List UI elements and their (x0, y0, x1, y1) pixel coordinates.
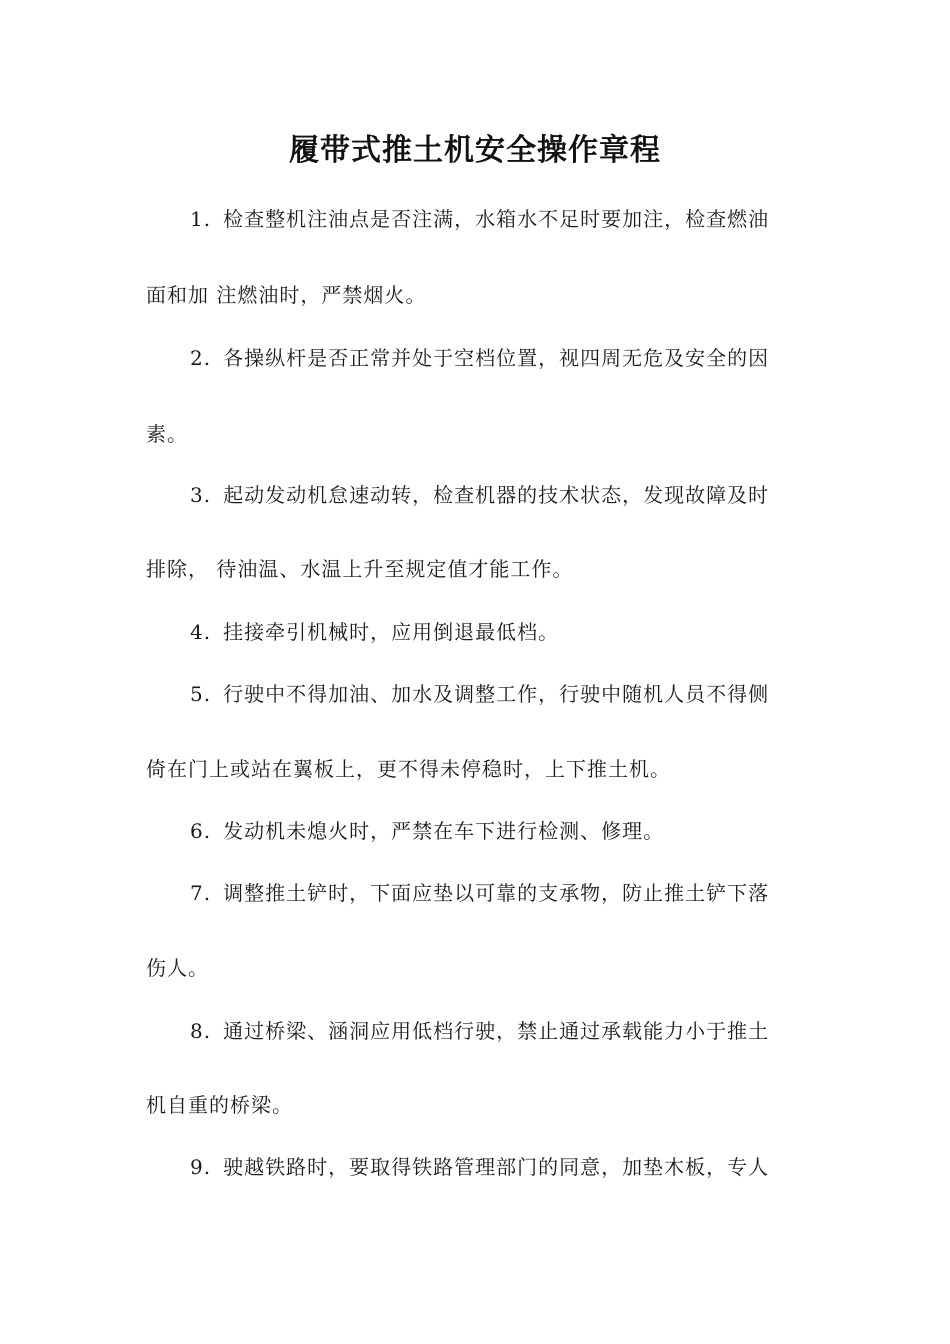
item-text: 驶越铁路时，要取得铁路管理部门的同意，加垫木板，专人 (223, 1155, 770, 1179)
item-text: 检查整机注油点是否注满，水箱水不足时要加注，检查燃油 (223, 207, 770, 231)
item-number: 2. (190, 346, 212, 370)
list-item-8-line-1 (190, 1016, 870, 1046)
item-number: 1. (190, 207, 212, 231)
item-text: 挂接牵引机械时，应用倒退最低档。 (223, 620, 560, 644)
item-number: 7. (190, 881, 212, 905)
list-item-4-line-1 (190, 617, 870, 647)
item-number: 9. (190, 1155, 212, 1179)
list-item-7-line-2: 伤人。 (146, 956, 209, 980)
list-item-5-line-1 (190, 679, 870, 709)
item-text: 调整推土铲时，下面应垫以可靠的支承物，防止推土铲下落 (223, 881, 770, 905)
list-item-5-line-2: 倚在门上或站在翼板上，更不得未停稳时，上下推土机。 (146, 757, 671, 781)
list-item-2-line-2: 素。 (146, 422, 188, 446)
document-title: 履带式推土机安全操作章程 (289, 133, 661, 168)
item-number: 5. (190, 682, 212, 706)
item-number: 6. (190, 819, 212, 843)
list-item-7-line-1 (190, 878, 870, 908)
list-item-8-line-2: 机自重的桥梁。 (146, 1093, 293, 1117)
item-text: 行驶中不得加油、加水及调整工作，行驶中随机人员不得侧 (223, 682, 770, 706)
list-item-3-line-1 (190, 480, 870, 510)
item-number: 4. (190, 620, 212, 644)
list-item-1-line-2: 面和加 注燃油时，严禁烟火。 (146, 283, 427, 307)
item-text: 各操纵杆是否正常并处于空档位置，视四周无危及安全的因 (223, 346, 770, 370)
item-text: 发动机未熄火时，严禁在车下进行检测、修理。 (223, 819, 665, 843)
list-item-1-line-1 (190, 204, 870, 234)
list-item-3-line-2: 排除， 待油温、水温上升至规定值才能工作。 (146, 557, 574, 581)
item-number: 3. (190, 483, 212, 507)
list-item-2-line-1 (190, 343, 870, 373)
item-text: 起动发动机怠速动转，检查机器的技术状态，发现故障及时 (223, 483, 770, 507)
item-text: 通过桥梁、涵洞应用低档行驶，禁止通过承载能力小于推土 (223, 1019, 770, 1043)
item-number: 8. (190, 1019, 212, 1043)
list-item-9-line-1 (190, 1152, 870, 1182)
list-item-6-line-1 (190, 816, 870, 846)
